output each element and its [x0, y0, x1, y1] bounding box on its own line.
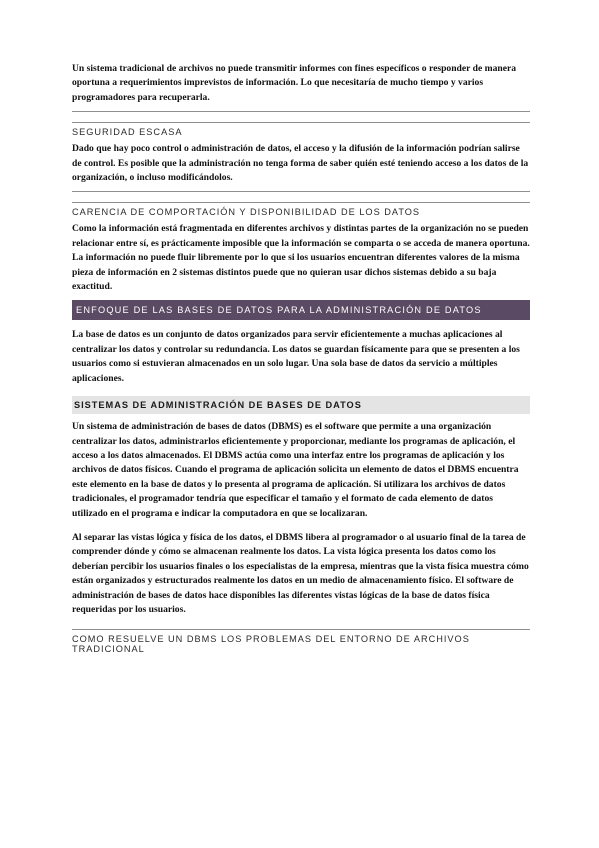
section-heading-sgbd: SISTEMAS DE ADMINISTRACIÓN DE BASES DE DATOS [72, 396, 530, 414]
sgbd-paragraph-1: Un sistema de administración de bases de datos (DBMS) es el software que permite a una organización centralizar los datos, administrarlos eficientemente y proporcionar, mediante los programas de aplicación, el acceso a los datos almacenados. El DBMS actúa como una interfaz entre los programas de aplicación y los archivos de datos físicos. Cuando el programa de aplicación solicita un elemento de datos el DBMS encuentra este elemento en la base de datos y lo presenta al programa de aplicación. Si utilizara los archivos de datos tradicionales, el programador tendría que especificar el tamaño y el formato de cada elemento de datos utilizado en el programa e indicar la computadora en que se localizaran. [72, 421, 519, 519]
intro-block [72, 62, 530, 112]
seguridad-paragraph: Dado que hay poco control o administración de datos, el acceso y la difusión de la información podrían salirse de control. Es posible que la administración no tenga forma de saber quién esté teniendo acceso a los datos de la organización, o incluso modificándolos. [72, 143, 529, 184]
section-heading-carencia: CARENCIA DE COMPORTACIÓN Y DISPONIBILIDAD DE LOS DATOS [72, 202, 530, 217]
section-heading-como-resuelve: COMO RESUELVE UN DBMS LOS PROBLEMAS DEL ENTORNO DE ARCHIVOS TRADICIONAL [72, 629, 530, 654]
section-heading-seguridad: SEGURIDAD ESCASA [72, 122, 530, 137]
document-page [72, 62, 530, 654]
intro-paragraph: Un sistema tradicional de archivos no puede transmitir informes con fines específicos o responder de manera oportuna a requerimientos imprevistos de información. Lo que necesitaría de mucho tiempo y varios programadores para recuperarla. [72, 63, 517, 103]
seguridad-block [72, 142, 530, 192]
sgbd-paragraph-2: Al separar las vistas lógica y física de los datos, el DBMS libera al programador o al usuario final de la tarea de comprender dónde y cómo se almacenan realmente los datos. La vista lógica presenta los datos como los deberían percibir los usuarios finales o los especialistas de la empresa, mientras que la vista física muestra cómo están organizados y estructurados realmente los datos en un medio de almacenamiento físico. El software de administración de bases de datos hace disponibles las diferentes vistas lógicas de la base de datos física requeridas por los usuarios. [72, 531, 529, 615]
carencia-paragraph: Como la información está fragmentada en diferentes archivos y distintas partes de la organización no se pueden relacionar entre sí, es prácticamente imposible que la información se comparta o se acceda de manera oportuna. La información no puede fluir libremente por lo que si los usuarios encuentran diferentes valores de la misma pieza de información en 2 sistemas distintos puede que no quieran usar dichos sistemas debido a su baja exactitud. [72, 223, 530, 293]
carencia-block [72, 222, 530, 294]
enfoque-paragraph: La base de datos es un conjunto de datos organizados para servir eficientemente a muchas aplicaciones al centralizar los datos y controlar su redundancia. Los datos se guardan físicamente para que se presenten a los usuarios como si estuvieran almacenados en un solo lugar. Una sola base de datos da servicio a múltiples aplicaciones. [72, 329, 520, 384]
section-heading-enfoque: ENFOQUE DE LAS BASES DE DATOS PARA LA ADMINISTRACIÓN DE DATOS [72, 300, 530, 320]
